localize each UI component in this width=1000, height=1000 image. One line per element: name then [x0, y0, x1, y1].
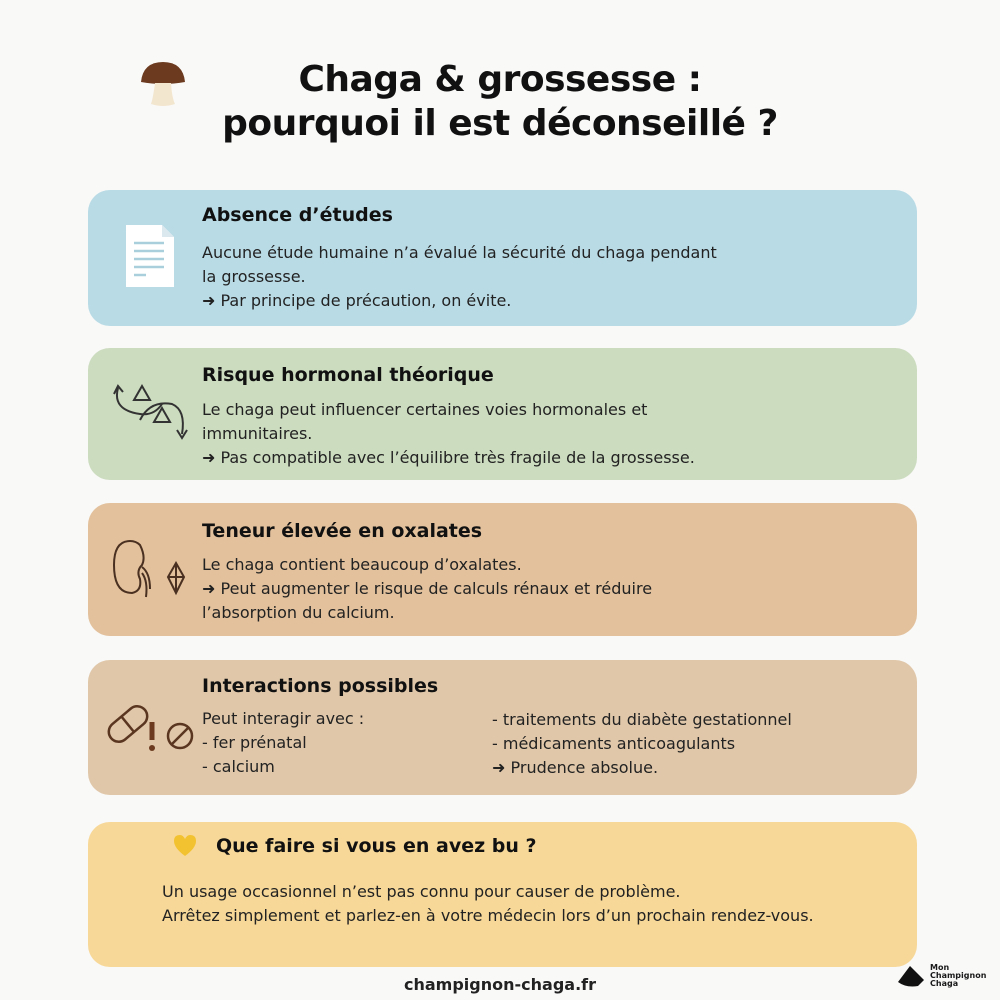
card-text-line: - fer prénatal: [202, 733, 307, 752]
card-text-line: ➜ Peut augmenter le risque de calculs rénaux et réduire: [202, 579, 653, 598]
pill-warning-icon: [104, 700, 196, 756]
card-heading: Interactions possibles: [202, 675, 439, 697]
card-text-line: ➜ Par principe de précaution, on évite.: [202, 291, 512, 310]
card-text-line: immunitaires.: [202, 424, 313, 443]
website-url[interactable]: champignon-chaga.fr: [404, 975, 596, 994]
card-text-line: l’absorption du calcium.: [202, 603, 395, 622]
card-risque-hormonal: [88, 348, 917, 480]
card-text-line: Aucune étude humaine n’a évalué la sécurité du chaga pendant: [202, 243, 717, 262]
kidney-crystal-icon: [110, 537, 190, 603]
card-text-line: - calcium: [202, 757, 275, 776]
chaga-logo-icon: [896, 964, 926, 988]
card-que-faire: [88, 822, 917, 967]
card-heading: Teneur élevée en oxalates: [202, 520, 483, 542]
hormone-cycle-icon: [110, 380, 194, 446]
card-text-line: ➜ Prudence absolue.: [492, 758, 659, 777]
card-heading: Absence d’études: [202, 204, 393, 226]
card-text-line: ➜ Pas compatible avec l’équilibre très fragile de la grossesse.: [202, 448, 695, 467]
card-absence-etudes: [88, 190, 917, 326]
logo-text: Champignon: [930, 971, 987, 980]
logo-text: Mon: [930, 963, 950, 972]
card-text-line: - médicaments anticoagulants: [492, 734, 736, 753]
card-text-line: Le chaga contient beaucoup d’oxalates.: [202, 555, 522, 574]
card-text-line: la grossesse.: [202, 267, 306, 286]
title-line-2: pourquoi il est déconseillé ?: [222, 103, 778, 144]
title-line-1: Chaga & grossesse :: [298, 59, 702, 100]
card-text-line: - traitements du diabète gestationnel: [492, 710, 792, 729]
card-interactions: [88, 660, 917, 795]
card-text-line: Le chaga peut influencer certaines voies hormonales et: [202, 400, 648, 419]
card-oxalates: [88, 503, 917, 636]
card-text-line: Peut interagir avec :: [202, 709, 365, 728]
page-title: [0, 58, 1000, 146]
brand-logo: [896, 964, 986, 988]
card-heading: Que faire si vous en avez bu ?: [216, 835, 537, 857]
document-icon: [124, 223, 176, 289]
card-text-line: Un usage occasionnel n’est pas connu pour causer de problème.: [162, 882, 681, 901]
logo-text: Chaga: [930, 979, 959, 988]
card-heading: Risque hormonal théorique: [202, 364, 494, 386]
card-text-line: Arrêtez simplement et parlez-en à votre médecin lors d’un prochain rendez-vous.: [162, 906, 814, 925]
yellow-heart-icon: [172, 834, 198, 858]
